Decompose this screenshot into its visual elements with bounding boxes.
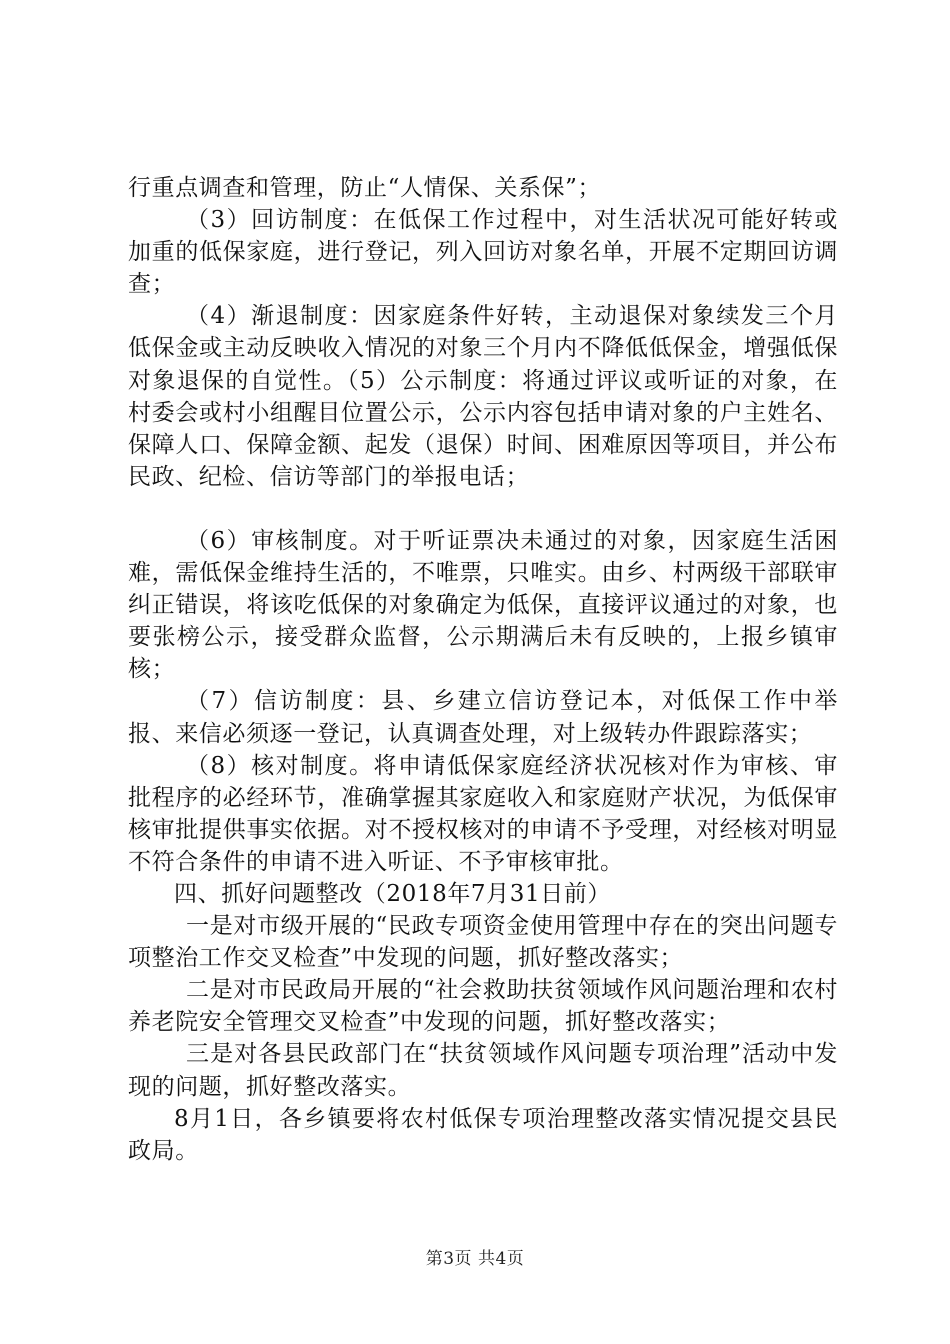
section-heading-rectification: 四、抓好问题整改（2018年7月31日前） (174, 880, 612, 907)
page-number-footer: 第3页 共4页 (425, 1249, 525, 1269)
document-body (128, 172, 838, 1167)
paragraph-verification-system: （8）核对制度。将申请低保家庭经济状况核对作为审核、审批程序的必经环节，准确掌握其家庭收入和家庭财产状况，为低保审核审批提供事实依据。对不授权核对的申请不予受理，对经核对明显不符合条件的申请不进入听证、不予审核审批。 (128, 752, 838, 875)
paragraph-item-two: 二是对市民政局开展的“社会救助扶贫领域作风问题治理和农村养老院安全管理交叉检查”中发现的问题，抓好整改落实； (128, 977, 838, 1036)
paragraph-review-system: （6）审核制度。对于听证票决未通过的对象，因家庭生活困难，需低保金维持生活的，不唯票，只唯实。由乡、村两级干部联审纠正错误，将该吃低保的对象确定为低保，直接评议通过的对象，也要张榜公示，接受群众监督，公示期满后未有反映的，上报乡镇审核； (128, 527, 838, 683)
paragraph-spacer (128, 493, 838, 525)
paragraph-revisit-system: （3）回访制度：在低保工作过程中，对生活状况可能好转或加重的低保家庭，进行登记，列入回访对象名单，开展不定期回访调查； (128, 207, 838, 298)
paragraph-petition-system: （7）信访制度：县、乡建立信访登记本，对低保工作中举报、来信必须逐一登记，认真调查处理，对上级转办件跟踪落实； (128, 688, 838, 747)
paragraph-item-one: 一是对市级开展的“民政专项资金使用管理中存在的突出问题专项整治工作交叉检查”中发现的问题，抓好整改落实； (128, 913, 838, 972)
paragraph-continuation: 行重点调查和管理，防止“人情保、关系保”； (128, 175, 602, 201)
paragraph-item-three: 三是对各县民政部门在“扶贫领域作风问题专项治理”活动中发现的问题，抓好整改落实。 (128, 1041, 838, 1100)
paragraph-deadline: 8月1日，各乡镇要将农村低保专项治理整改落实情况提交县民政局。 (128, 1105, 838, 1164)
paragraph-phase-out-system: （4）渐退制度：因家庭条件好转，主动退保对象续发三个月低保金或主动反映收入情况的对象三个月内不降低低保金，增强低保对象退保的自觉性。（5）公示制度：将通过评议或听证的对象，在村委会或村小组醒目位置公示，公示内容包括申请对象的户主姓名、保障人口、保障金额、起发（退保）时间、困难原因等项目，并公布民政、纪检、信访等部门的举报电话； (128, 303, 838, 490)
